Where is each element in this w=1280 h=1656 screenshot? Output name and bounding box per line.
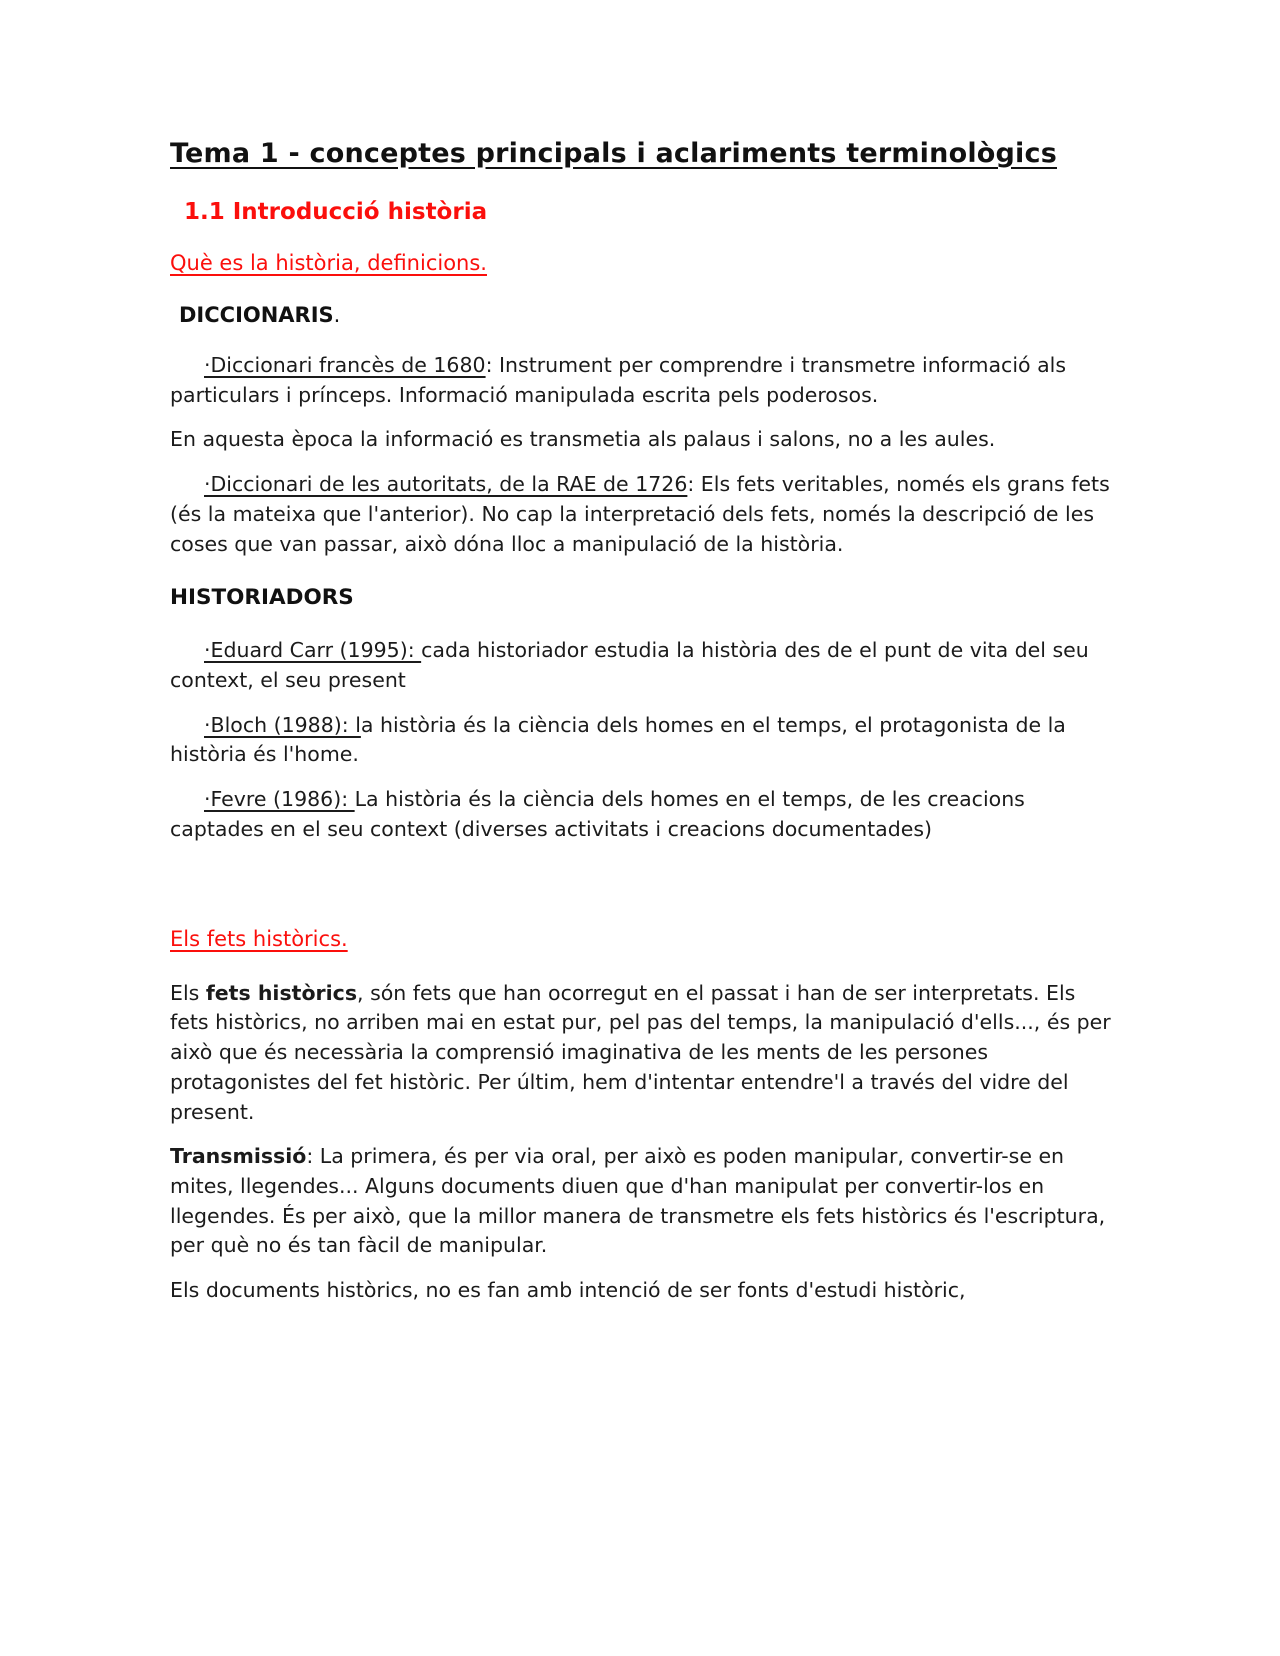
french-dictionary-text: : Instrument per comprendre i transmetre informació als particulars i prínceps. Informació manipulada escrita pels poderosos. [170,353,1067,407]
paragraph-rae-dictionary [170,470,1112,559]
heading-diccionaris-bold: DICCIONARIS [179,303,334,327]
eduard-carr-lead: ·Eduard Carr (1995): [204,638,422,663]
section-heading-introduccio-historia: 1.1 Introducció història [184,199,488,225]
paragraph-fevre [170,785,1112,844]
rae-dictionary-lead: ·Diccionari de les autoritats, de la RAE de 1726 [204,472,688,497]
fevre-text: La història és la ciència dels homes en el temps, de les creacions captades en el seu context (diverses activitats i creacions documentades) [170,787,1025,841]
paragraph-eduard-carr [170,636,1112,695]
rae-dictionary-text: : Els fets veritables, només els grans fets (és la mateixa que l'anterior). No cap la interpretació dels fets, només la descripció de les coses que van passar, això dóna lloc a manipulació de la història. [170,472,1110,556]
bloch-lead: ·Bloch (1988): l [204,712,361,737]
heading-diccionaris [170,303,1112,327]
historical-facts-bold: fets històrics [205,980,358,1005]
historical-facts-text: , són fets que han ocorregut en el passat i han de ser interpretats. Els fets històrics, no arriben mai en estat pur, pel pas del temps, la manipulació d'ells..., és per això que és necessària la comprensió imaginativa de les ments de les persones protagonistes del fet històric. Per últim, hem d'intentar entendre'l a través del vidre del present. [170,980,1111,1124]
historical-facts-pre: Els [170,980,206,1005]
heading-diccionaris-period: . [333,303,341,327]
paragraph-transmissio [170,1142,1112,1261]
subheading-que-es-la-historia: Què es la història, definicions. [170,251,487,275]
transmissio-bold: Transmissió [170,1144,307,1169]
document-title: Tema 1 - conceptes principals i aclariments terminològics [170,138,1057,169]
bloch-text: a història és la ciència dels homes en el temps, el protagonista de la història és l'home. [170,712,1066,767]
eduard-carr-text: cada historiador estudia la història des de el punt de vita del seu context, el seu present [170,638,1089,693]
paragraph-french-dictionary [170,351,1112,410]
heading-historiadors: HISTORIADORS [170,585,354,611]
paragraph-epoch: En aquesta època la informació es transmetia als palaus i salons, no a les aules. [170,427,996,452]
fevre-lead: ·Fevre (1986): [204,787,355,812]
french-dictionary-lead: ·Diccionari francès de 1680 [204,353,486,377]
subheading-els-fets-historics: Els fets històrics. [170,926,348,951]
transmissio-text: : La primera, és per via oral, per això es poden manipular, convertir-se en mites, llegendes... Alguns documents diuen que d'han manipulat per convertir-los en llegendes. És per això, que la millor manera de transmetre els fets històrics és l'escriptura, per què no és tan fàcil de manipular. [170,1144,1106,1258]
paragraph-historical-facts [170,979,1112,1128]
paragraph-bloch [170,711,1112,770]
paragraph-documents: Els documents històrics, no es fan amb intenció de ser fonts d'estudi històric, [170,1278,966,1303]
